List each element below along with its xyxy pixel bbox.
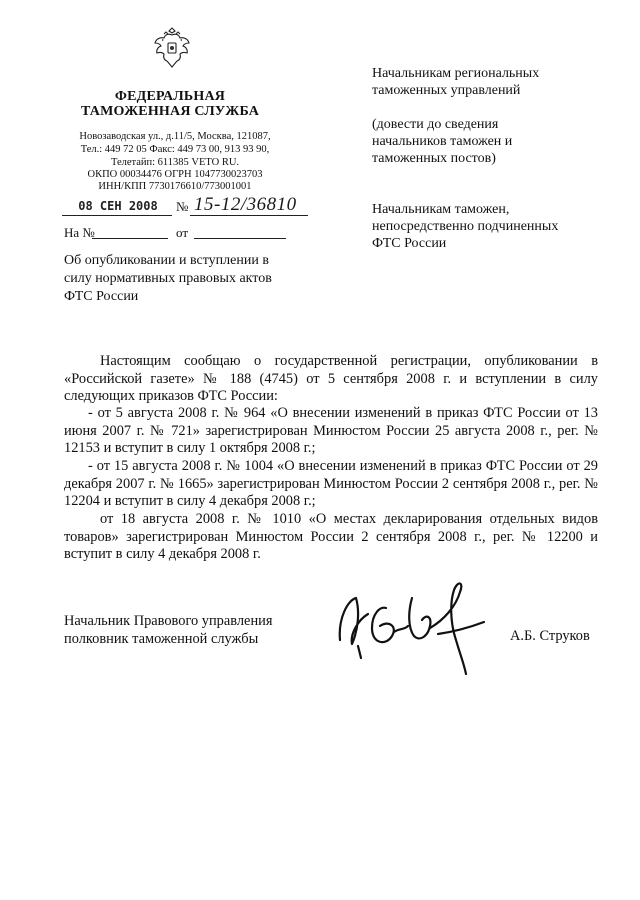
registration-number-underline: [190, 215, 308, 216]
org-phones: Тел.: 449 72 05 Факс: 449 73 00, 913 93 90,: [80, 144, 270, 155]
org-name-line2: ТАМОЖЕННАЯ СЛУЖБА: [80, 104, 260, 119]
org-name-line1: ФЕДЕРАЛЬНАЯ: [114, 89, 226, 104]
signer-name: А.Б. Струков: [510, 628, 590, 644]
reply-to-number-label: На №: [64, 225, 95, 240]
signer-position-line2: полковник таможенной службы: [64, 631, 259, 647]
reply-to-number-blank: [92, 238, 168, 239]
org-address: Новозаводская ул., д.11/5, Москва, 121087,: [79, 131, 271, 142]
body-paragraph-intro: Настоящим сообщаю о государственной регистрации, опубликовании в «Российской газете» № 188 (4745) от 5 сентября 2008 г. и вступлении в силу следующих приказов ФТС России:: [64, 353, 598, 405]
addressee-regional-departments: Начальникам региональных таможенных управлений: [372, 66, 540, 98]
reply-to-date-blank: [194, 238, 286, 239]
addressee-note: (довести до сведения начальников таможен и таможенных постов): [372, 117, 513, 166]
double-headed-eagle-emblem-icon: [150, 27, 194, 71]
registration-number-label: №: [176, 199, 189, 214]
org-teletype: Телетайп: 611385 VETO RU.: [110, 157, 240, 168]
reply-to-date-label: от: [176, 225, 189, 240]
letter-subject: Об опубликовании и вступлении в силу нормативных правовых актов ФТС России: [64, 253, 272, 304]
registration-number-handwritten: 15-12/36810: [194, 194, 297, 215]
handwritten-signature-icon: [328, 578, 518, 678]
org-okpo-ogrn: ОКПО 00034476 ОГРН 1047730023703: [87, 169, 263, 180]
org-inn-kpp: ИНН/КПП 7730176610/773001001: [98, 181, 252, 192]
registration-date-underline: [62, 215, 172, 216]
body-item-order-964: - от 5 августа 2008 г. № 964 «О внесении изменений в приказ ФТС России от 13 июня 2007 г. № 721» зарегистрирован Минюстом России 25 августа 2008 г., рег. № 12153 и вступит в силу 1 октября 2008 г.;: [64, 405, 598, 457]
body-item-order-1004: - от 15 августа 2008 г. № 1004 «О внесении изменений в приказ ФТС России от 29 декабря 2007 г. № 1665» зарегистрирован Минюстом России 2 сентября 2008 г., рег. № 12204 и вступит в силу 4 декабря 2008 г.;: [64, 458, 598, 510]
registration-date-stamp: 08 СЕН 2008: [78, 199, 158, 213]
signer-position-line1: Начальник Правового управления: [64, 613, 273, 629]
addressee-customs-offices: Начальникам таможен, непосредственно подчиненных ФТС России: [372, 202, 559, 251]
body-item-order-1010: от 18 августа 2008 г. № 1010 «О местах декларирования отдельных видов товаров» зарегистрирован Минюстом России 2 сентября 2008 г., рег. № 12200 и вступит в силу 4 декабря 2008 г.: [64, 511, 598, 563]
